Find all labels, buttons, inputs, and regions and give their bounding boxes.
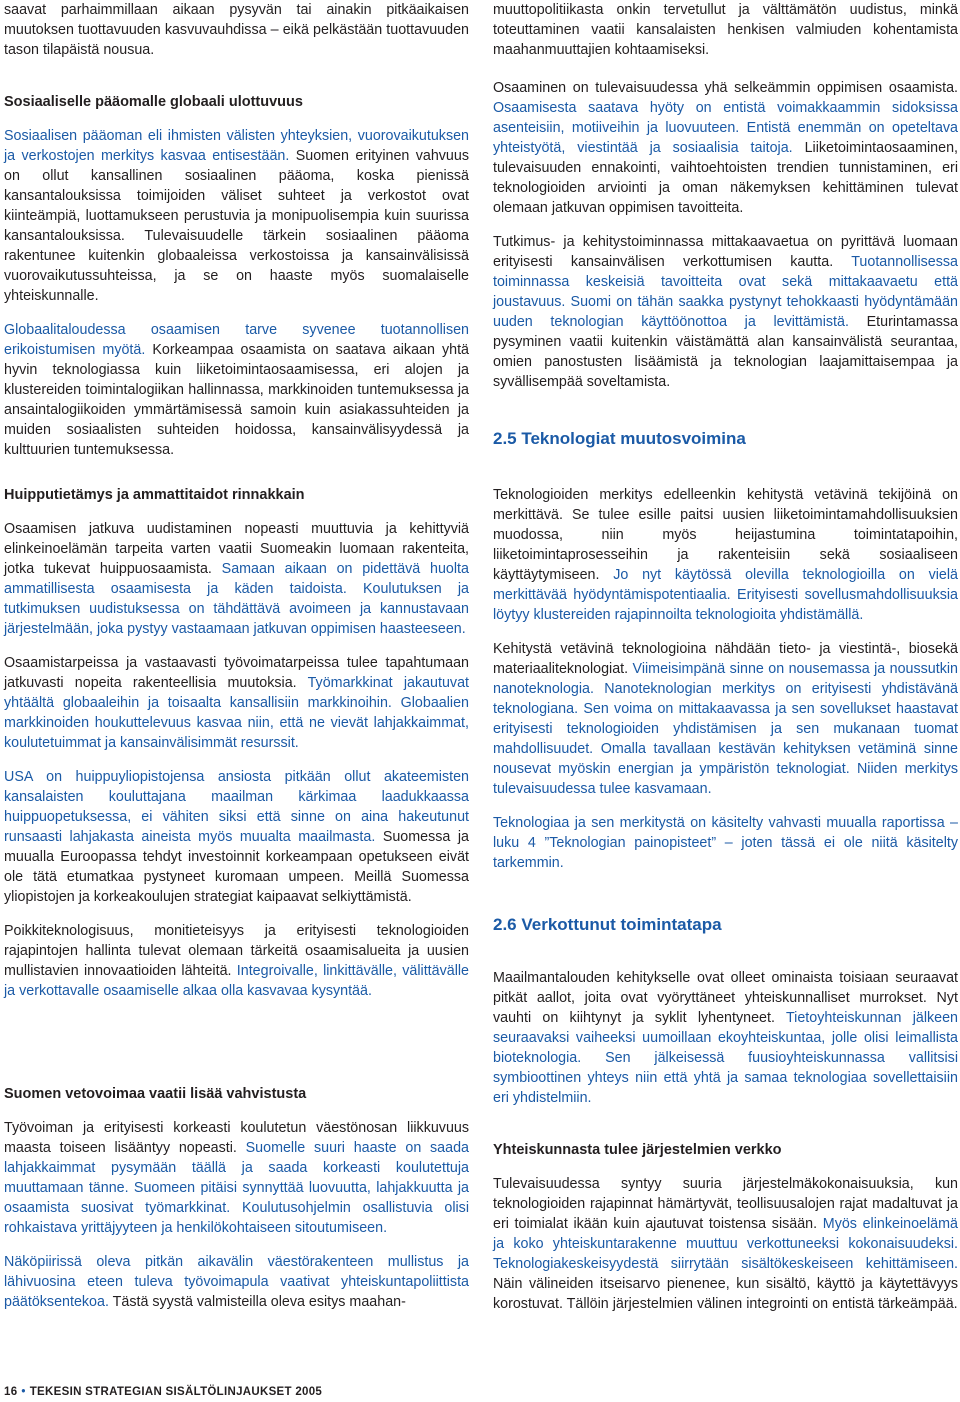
paragraph: Tutkimus- ja kehitystoiminnassa mittakaavaetua on pyrittävä luomaan erityisesti kansainvälisen verkottumisen kautta. Tuotannollisessa toiminnassa keskeisiä tavoitteita ovat sekä mittakaavaetu että joustavuus. Suomi on tähän saakka pystynyt tehokkaasti hyödyntämään uuden teknologian käyttöönottoa ja levittämistä. Eturintamassa pysyminen vaatii kuitenkin väistämättä alan kansainvälistä seurantaa, omien panostusten lisäämistä ja teknologian laajamittaisempaa ja syvällisempää soveltamista.	[493, 234, 958, 390]
subheading-top-expertise: Huipputietämys ja ammattitaidot rinnakkain	[4, 487, 305, 503]
subheading-attractiveness: Suomen vetovoimaa vaatii lisää vahvistusta	[4, 1086, 307, 1102]
bullet-separator-icon: •	[21, 1386, 26, 1398]
paragraph: Globaalitaloudessa osaamisen tarve syvenee tuotannollisen erikoistumisen myötä. Korkeampaa osaamista on saatava aikaan yhtä hyvin teknologiassa kuin liiketoimintaosaamisessa, eri alojen ja klustereiden toimintalogiikan hallinnassa, markkinoiden tuntemuksessa ja ansaintalogiikoiden ymmärtämisessä samoin kuin asiakassuhteiden ja muiden sosiaalisten suhteiden hoidossa, kansainvälisyydessä ja kulttuurien tuntemuksessa.	[4, 322, 469, 458]
page-number: 16	[4, 1386, 18, 1398]
paragraph: Teknologioiden merkitys edelleenkin kehitystä vetävinä tekijöinä on merkittävä. Se tulee esille paitsi uusien liiketoimintamahdollisuuksien muodossa, niin myös heijastumina toimintatapoihin, liiketoimintaprosesseihin ja rakenteisiin sekä sosiaaliseen käyttäytymiseen. Jo nyt käytössä olevilla teknologioilla on vielä merkittävää hyödyntämispotentiaalia. Erityisesti sovellusmahdollisuuksia löytyy klustereiden rajapinnoilta teknologioita yhdistämällä.	[493, 487, 958, 623]
paragraph: Poikkiteknologisuus, monitieteisyys ja erityisesti teknologioiden rajapintojen hallinta tulevat olemaan tärkeitä osaamisalueita ja uusien mullistavien innovaatioiden lähteitä. Integroivalle, linkittävälle, välittävälle ja verkottavalle osaamiselle alkaa olla kasvavaa kysyntää.	[4, 923, 469, 999]
paragraph: Tulevaisuudessa syntyy suuria järjestelmäkokonaisuuksia, kun teknologioiden rajapinnat hämärtyvät, teollisuusalojen rajat madaltuvat ja eri toimialat ikään kuin ajautuvat toistensa sisään. Myös elinkeinoelämä ja koko yhteiskuntarakenne muuttuu verkottuneeksi kokonaisuudeksi. Teknologiakeskeisyydestä siirrytään sisältökeskeiseen kehittämiseen. Näin välineiden itseisarvo pienenee, kun sisältö, käyttö ja käytettävyys korostuvat. Tällöin järjestelmien välinen integrointi on entistä tärkeämpää.	[493, 1176, 958, 1312]
bottom-right-column	[493, 485, 958, 873]
page-footer	[4, 1386, 322, 1398]
top-left-column	[4, 0, 469, 60]
paragraph: muuttopolitiikasta onkin tervetullut ja välttämätön uudistus, minkä toteuttaminen vaatii kansalaisten henkisen valmiuden kohentamista maahanmuuttajien kohtaamiseksi.	[493, 2, 958, 58]
bottom-right-section-c	[493, 1140, 958, 1314]
paragraph: Teknologiaa ja sen merkitystä on käsitelty vahvasti muualla raportissa – luku 4 ”Teknologian painopisteet” – joten tässä ei ole niitä käsitelty tarkemmin.	[493, 815, 958, 871]
top-right-section	[493, 78, 958, 392]
top-left-section	[4, 92, 469, 460]
heading-2-6-block	[493, 914, 958, 936]
top-right-column	[493, 0, 958, 60]
paragraph: Kehitystä vetävinä teknologioina nähdään tieto- ja viestintä-, biosekä materiaaliteknologiat. Viimeisimpänä sinne on nousemassa ja noussutkin nanoteknologia. Nanoteknologian merkitys on erityisesti yhdistävänä teknologiana. Sen voima on mittakaavassa ja sen sovellukset haastavat erityisesti teknologioiden yhdistämisen ja sen mukanaan tuomat mahdollisuudet. Omalla tavallaan kestävän kehityksen vetäminä sinne nousevat myöskin energian ja ympäristön teknologiat. Niiden merkitys tulevaisuudessa tulee kasvamaan.	[493, 641, 958, 797]
section-heading-2-6: 2.6 Verkottunut toimintatapa	[493, 915, 722, 934]
paragraph: Osaamistarpeissa ja vastaavasti työvoimatarpeissa tulee tapahtumaan jatkuvasti nopeita rakenteellisia muutoksia. Työmarkkinat jakautuvat yhtäältä globaaleihin ja toisaalta kansallisiin markkinoihin. Globaalien markkinoiden houkuttelevuus kasvaa niin, että ne vievät lahjakkaimmat, koulutetuimmat ja kansainvälisimmät resurssit.	[4, 655, 469, 751]
paragraph: Työvoiman ja erityisesti korkeasti koulutetun väestönosan liikkuvuus maasta toiseen lisääntyy nopeasti. Suomelle suuri haaste on saada lahjakkaimmat pysymään täällä ja saada korkeasti koulutettuja muuttamaan tänne. Suomeen pitäisi synnyttää luovuutta, lahjakkuutta ja osaamista suosivat työmarkkinat. Koulutusohjelmin osallistuvia olisi rohkaistava yrittäjyyteen ja henkilökohtaiseen sitoutumiseen.	[4, 1120, 469, 1236]
paragraph: Sosiaalisen pääoman eli ihmisten välisten yhteyksien, vuorovaikutuksen ja verkostojen merkitys kasvaa entisestään. Suomen erityinen vahvuus on ollut kansallinen sosiaalinen pääoma, koska pienissä kansantalouksissa toimijoiden väliset suhteet ja verkostot ovat kiinteämpiä, luottamukseen perustuvia ja monipuolisempia kuin suurissa kansantalouksissa. Tulevaisuudelle tärkein sosiaalinen pääoma rakentunee kuitenkin globaaleissa verkostoissa ja kansainvälisissä vuorovaikutussuhteissa, ja se on haaste myös suomalaiselle yhteiskunnalle.	[4, 128, 469, 304]
paragraph: USA on huippuyliopistojensa ansiosta pitkään ollut akateemisten kansalaisten kouluttajana maailman kärkimaa laadukkaassa huippuopetuksessa, ei vähiten siksi että sinne on aina hakeutunut runsaasti lahjakasta aineista myös muualta maailmasta. Suomessa ja muualla Euroopassa tehdyt investoinnit korkeampaan opetukseen eivät ole tätä etumatkaa pystyneet kuromaan umpeen. Meillä Suomessa yliopistojen ja korkeakoulujen strategiat kaipaavat selkiyttämistä.	[4, 769, 469, 905]
subheading-social-capital: Sosiaaliselle pääomalle globaali ulottuvuus	[4, 94, 303, 110]
section-heading-2-5: 2.5 Teknologiat muutosvoimina	[493, 429, 746, 448]
bottom-right-section-b	[493, 968, 958, 1108]
bottom-left-column	[4, 485, 469, 1001]
publication-title: TEKESIN STRATEGIAN SISÄLTÖLINJAUKSET 2005	[29, 1386, 323, 1398]
paragraph: Maailmantalouden kehitykselle ovat olleet ominaista toisiaan seuraavat pitkät aallot, joita ovat vyöryttäneet yhteiskunnalliset murrokset. Nyt vauhti on kiihtynyt ja syklit lyhentyneet. Tietoyhteiskunnan jälkeen seuraavaksi vaiheeksi uumoillaan ekoyhteiskuntaa, jolle olisi leimallista bioteknologia. Sen jälkeisessä fuusioyhteiskunnassa vallitsisi symbioottinen yhteys niin että yhtä ja samaa teknologiaa sovellettaisiin eri yhdistelmiin.	[493, 970, 958, 1106]
subheading-network-of-systems: Yhteiskunnasta tulee järjestelmien verkko	[493, 1142, 782, 1158]
bottom-left-section-b	[4, 1084, 469, 1312]
paragraph: saavat parhaimmillaan aikaan pysyvän tai ainakin pitkäaikaisen muutoksen tuottavuuden kasvuvauhdissa – eikä pelkästään tuottavuuden tason tilapäistä nousua.	[4, 2, 469, 58]
paragraph: Näköpiirissä oleva pitkän aikavälin väestörakenteen mullistus ja lähivuosina eteen tuleva työvoimapula vaativat yhteiskuntapoliittista päätöksentekoa. Tästä syystä valmisteilla oleva esitys maahan-	[4, 1254, 469, 1310]
paragraph: Osaaminen on tulevaisuudessa yhä selkeämmin oppimisen osaamista. Osaamisesta saatava hyöty on entistä voimakkaammin sidoksissa asenteisiin, motiiveihin ja luovuuteen. Entistä enemmän on opeteltava yhteistyötä, viestintää ja sosiaalisia taitoja. Liiketoimintaosaaminen, tulevaisuuden ennakointi, vaihtoehtoisten trendien tunnistaminen, eri teknologioiden arviointi ja oman näkemyksen kehittäminen tulevat olemaan jatkuvan oppimisen tavoitteita.	[493, 80, 958, 216]
paragraph: Osaamisen jatkuva uudistaminen nopeasti muuttuvia ja kehittyviä elinkeinoelämän tarpeita varten vaatii Suomeakin luomaan rakenteita, jotka tukevat huippuosaamista. Samaan aikaan on pidettävä huolta ammatillisesta osaamisesta ja käden taidoista. Koulutuksen ja tutkimuksen uudistuksessa on tähdättävä avoimeen ja kannustavaan järjestelmään, joka pystyy vastaamaan jatkuvan oppimisen haasteeseen.	[4, 521, 469, 637]
heading-2-5-block	[493, 428, 958, 450]
